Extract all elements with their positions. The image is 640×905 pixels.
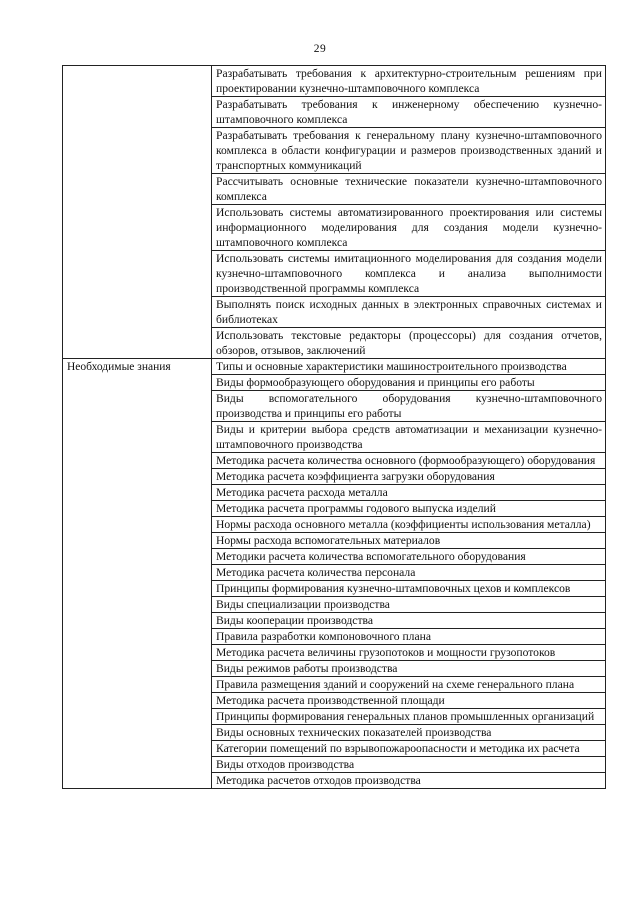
requirement-text: Виды основных технических показателей производства: [216, 726, 492, 739]
requirement-text: Использовать системы автоматизированного проектирования или системы информационного моделирования для создания модели кузнечно-штамповочного комплекса: [216, 206, 602, 249]
requirement-text: Категории помещений по взрывопожароопасности и методика их расчета: [216, 742, 580, 755]
requirement-text: Методика расчета расхода металла: [216, 486, 388, 499]
requirement-cell: [212, 565, 606, 581]
requirement-text: Виды вспомогательного оборудования кузнечно-штамповочного производства и принципы его работы: [216, 392, 602, 420]
requirement-text: Виды формообразующего оборудования и принципы его работы: [216, 376, 535, 389]
table-row: [63, 66, 606, 97]
requirement-cell: [212, 66, 606, 97]
requirement-text: Виды режимов работы производства: [216, 662, 398, 675]
requirement-cell: [212, 391, 606, 422]
requirements-table: [62, 65, 606, 789]
requirement-text: Методика расчета величины грузопотоков и мощности грузопотоков: [216, 646, 556, 659]
requirement-text: Правила разработки компоновочного плана: [216, 630, 431, 643]
requirement-text: Типы и основные характеристики машиностроительного производства: [216, 360, 567, 373]
requirement-cell: [212, 422, 606, 453]
requirement-cell: [212, 174, 606, 205]
requirement-cell: [212, 501, 606, 517]
requirement-text: Методика расчета количества основного (формообразующего) оборудования: [216, 454, 596, 467]
requirement-cell: [212, 645, 606, 661]
requirement-cell: [212, 549, 606, 565]
requirement-text: Правила размещения зданий и сооружений на схеме генерального плана: [216, 678, 575, 691]
requirement-text: Виды специализации производства: [216, 598, 390, 611]
requirement-text: Методики расчета количества вспомогательного оборудования: [216, 550, 526, 563]
requirements-table-body: [63, 66, 606, 789]
requirement-cell: [212, 661, 606, 677]
section-label: Необходимые знания: [67, 361, 171, 373]
requirement-cell: [212, 469, 606, 485]
requirement-cell: [212, 359, 606, 375]
requirement-cell: [212, 328, 606, 359]
requirement-cell: [212, 757, 606, 773]
requirement-text: Нормы расхода вспомогательных материалов: [216, 534, 441, 547]
requirement-cell: [212, 597, 606, 613]
requirement-text: Использовать системы имитационного моделирования для создания модели кузнечно-штамповочного комплекса и анализа выполнимости производственной программы комплекса: [216, 252, 602, 295]
table-row: [63, 359, 606, 375]
requirement-cell: [212, 741, 606, 757]
requirement-cell: [212, 128, 606, 174]
requirement-cell: [212, 773, 606, 789]
requirement-cell: [212, 629, 606, 645]
requirement-cell: [212, 453, 606, 469]
requirement-cell: [212, 375, 606, 391]
requirement-text: Методика расчета производственной площади: [216, 694, 445, 707]
requirement-cell: [212, 709, 606, 725]
requirement-text: Методика расчета коэффициента загрузки оборудования: [216, 470, 495, 483]
requirement-text: Рассчитывать основные технические показатели кузнечно-штамповочного комплекса: [216, 175, 602, 203]
requirement-cell: [212, 297, 606, 328]
section-label: [67, 66, 207, 67]
requirement-text: Методика расчета количества персонала: [216, 566, 416, 579]
requirement-text: Разрабатывать требования к архитектурно-строительным решениям при проектировании кузнечно-штамповочного комплекса: [216, 67, 602, 95]
requirement-text: Принципы формирования генеральных планов промышленных организаций: [216, 710, 595, 723]
page-number: 29: [313, 43, 327, 55]
requirement-cell: [212, 613, 606, 629]
requirement-cell: [212, 251, 606, 297]
requirement-cell: [212, 485, 606, 501]
requirement-text: Принципы формирования кузнечно-штамповочных цехов и комплексов: [216, 582, 571, 595]
requirement-text: Нормы расхода основного металла (коэффициенты использования металла): [216, 518, 591, 531]
requirement-cell: [212, 517, 606, 533]
requirement-text: Виды и критерии выбора средств автоматизации и механизации кузнечно-штамповочного производства: [216, 423, 602, 451]
requirement-cell: [212, 205, 606, 251]
requirement-text: Виды отходов производства: [216, 758, 355, 771]
requirement-text: Разрабатывать требования к генеральному плану кузнечно-штамповочного комплекса в области конфигурации и размеров производственных зданий и транспортных коммуникаций: [216, 129, 602, 172]
requirement-text: Выполнять поиск исходных данных в электронных справочных системах и библиотеках: [216, 298, 602, 326]
requirement-cell: [212, 533, 606, 549]
requirement-text: Методика расчета программы годового выпуска изделий: [216, 502, 496, 515]
requirement-text: Виды кооперации производства: [216, 614, 373, 627]
requirement-text: Методика расчетов отходов производства: [216, 774, 421, 787]
section-label-knowledge: [63, 359, 212, 789]
requirement-text: Использовать текстовые редакторы (процессоры) для создания отчетов, обзоров, отзывов, заключений: [216, 329, 602, 357]
requirement-text: Разрабатывать требования к инженерному обеспечению кузнечно-штамповочного комплекса: [216, 98, 602, 126]
requirement-cell: [212, 693, 606, 709]
requirement-cell: [212, 581, 606, 597]
section-label-cell: [63, 66, 212, 359]
requirement-cell: [212, 97, 606, 128]
requirement-cell: [212, 725, 606, 741]
requirement-cell: [212, 677, 606, 693]
